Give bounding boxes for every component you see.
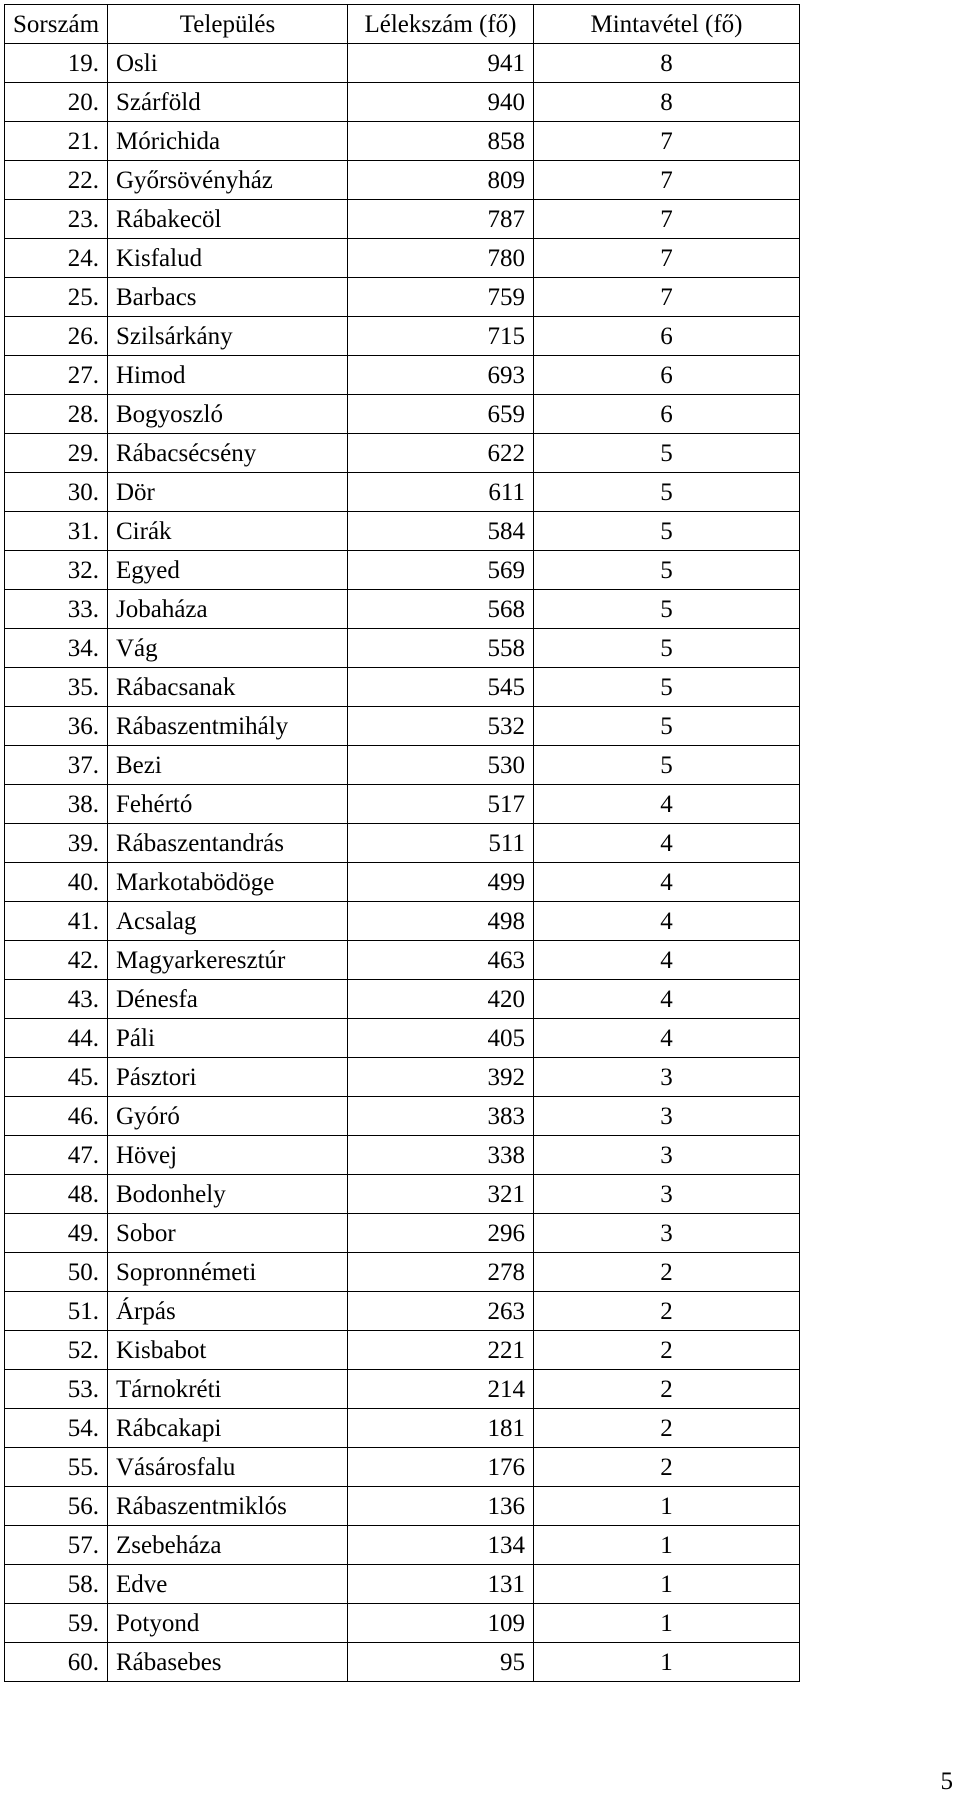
sample-value: 7 — [534, 278, 800, 317]
sample-value: 8 — [534, 83, 800, 122]
town-name: Rábacsanak — [108, 668, 348, 707]
row-number: 50. — [5, 1253, 108, 1292]
town-name: Himod — [108, 356, 348, 395]
population-value: 611 — [348, 473, 534, 512]
population-value: 545 — [348, 668, 534, 707]
population-value: 221 — [348, 1331, 534, 1370]
table-row — [5, 590, 800, 629]
table-row — [5, 1097, 800, 1136]
population-value: 392 — [348, 1058, 534, 1097]
row-number: 42. — [5, 941, 108, 980]
town-name: Rábaszentmihály — [108, 707, 348, 746]
table-row — [5, 1175, 800, 1214]
table-row — [5, 239, 800, 278]
row-number: 21. — [5, 122, 108, 161]
town-name: Zsebeháza — [108, 1526, 348, 1565]
sample-value: 5 — [534, 746, 800, 785]
header-row — [5, 5, 800, 44]
population-value: 530 — [348, 746, 534, 785]
population-value: 383 — [348, 1097, 534, 1136]
table-row — [5, 668, 800, 707]
town-name: Páli — [108, 1019, 348, 1058]
settlement-sample-table — [4, 4, 800, 1682]
row-number: 51. — [5, 1292, 108, 1331]
row-number: 47. — [5, 1136, 108, 1175]
table-row — [5, 707, 800, 746]
sample-value: 3 — [534, 1136, 800, 1175]
sample-value: 7 — [534, 239, 800, 278]
population-value: 131 — [348, 1565, 534, 1604]
table-row — [5, 1253, 800, 1292]
table-row — [5, 551, 800, 590]
row-number: 52. — [5, 1331, 108, 1370]
table-row — [5, 200, 800, 239]
town-name: Rábaszentmiklós — [108, 1487, 348, 1526]
table-row — [5, 629, 800, 668]
row-number: 20. — [5, 83, 108, 122]
sample-value: 4 — [534, 863, 800, 902]
sample-value: 3 — [534, 1097, 800, 1136]
population-value: 511 — [348, 824, 534, 863]
header-population: Lélekszám (fő) — [348, 5, 534, 44]
row-number: 31. — [5, 512, 108, 551]
table-row — [5, 941, 800, 980]
sample-value: 5 — [534, 629, 800, 668]
population-value: 622 — [348, 434, 534, 473]
table-row — [5, 785, 800, 824]
population-value: 558 — [348, 629, 534, 668]
row-number: 24. — [5, 239, 108, 278]
population-value: 780 — [348, 239, 534, 278]
table-row — [5, 1058, 800, 1097]
sample-value: 5 — [534, 434, 800, 473]
table-row — [5, 1448, 800, 1487]
row-number: 32. — [5, 551, 108, 590]
page-number: 5 — [940, 1768, 953, 1795]
population-value: 693 — [348, 356, 534, 395]
sample-value: 1 — [534, 1526, 800, 1565]
town-name: Jobaháza — [108, 590, 348, 629]
header-sample: Mintavétel (fő) — [534, 5, 800, 44]
row-number: 44. — [5, 1019, 108, 1058]
population-value: 759 — [348, 278, 534, 317]
population-value: 95 — [348, 1643, 534, 1682]
table-row — [5, 434, 800, 473]
row-number: 53. — [5, 1370, 108, 1409]
row-number: 38. — [5, 785, 108, 824]
sample-value: 2 — [534, 1370, 800, 1409]
sample-value: 7 — [534, 200, 800, 239]
population-value: 517 — [348, 785, 534, 824]
town-name: Rábakecöl — [108, 200, 348, 239]
population-value: 214 — [348, 1370, 534, 1409]
sample-value: 7 — [534, 161, 800, 200]
sample-value: 6 — [534, 356, 800, 395]
sample-value: 6 — [534, 317, 800, 356]
table-row — [5, 1487, 800, 1526]
town-name: Dénesfa — [108, 980, 348, 1019]
row-number: 60. — [5, 1643, 108, 1682]
sample-value: 5 — [534, 668, 800, 707]
sample-value: 5 — [534, 473, 800, 512]
population-value: 584 — [348, 512, 534, 551]
population-value: 498 — [348, 902, 534, 941]
table-row — [5, 1136, 800, 1175]
row-number: 30. — [5, 473, 108, 512]
sample-value: 4 — [534, 824, 800, 863]
table-row — [5, 1019, 800, 1058]
row-number: 28. — [5, 395, 108, 434]
sample-value: 8 — [534, 44, 800, 83]
town-name: Bodonhely — [108, 1175, 348, 1214]
row-number: 27. — [5, 356, 108, 395]
header-number: Sorszám — [5, 5, 108, 44]
table-header — [5, 5, 800, 44]
table-row — [5, 122, 800, 161]
table-row — [5, 1409, 800, 1448]
row-number: 41. — [5, 902, 108, 941]
row-number: 25. — [5, 278, 108, 317]
sample-value: 2 — [534, 1331, 800, 1370]
town-name: Osli — [108, 44, 348, 83]
town-name: Sopronnémeti — [108, 1253, 348, 1292]
town-name: Hövej — [108, 1136, 348, 1175]
population-value: 405 — [348, 1019, 534, 1058]
population-value: 109 — [348, 1604, 534, 1643]
row-number: 48. — [5, 1175, 108, 1214]
population-value: 715 — [348, 317, 534, 356]
sample-value: 3 — [534, 1175, 800, 1214]
table-row — [5, 278, 800, 317]
town-name: Szilsárkány — [108, 317, 348, 356]
table-row — [5, 1214, 800, 1253]
town-name: Vásárosfalu — [108, 1448, 348, 1487]
table-row — [5, 1292, 800, 1331]
table-row — [5, 1526, 800, 1565]
row-number: 22. — [5, 161, 108, 200]
row-number: 59. — [5, 1604, 108, 1643]
sample-value: 2 — [534, 1292, 800, 1331]
town-name: Árpás — [108, 1292, 348, 1331]
row-number: 35. — [5, 668, 108, 707]
population-value: 278 — [348, 1253, 534, 1292]
population-value: 941 — [348, 44, 534, 83]
population-value: 940 — [348, 83, 534, 122]
row-number: 54. — [5, 1409, 108, 1448]
town-name: Pásztori — [108, 1058, 348, 1097]
town-name: Tárnokréti — [108, 1370, 348, 1409]
sample-value: 1 — [534, 1643, 800, 1682]
sample-value: 3 — [534, 1214, 800, 1253]
town-name: Mórichida — [108, 122, 348, 161]
population-value: 787 — [348, 200, 534, 239]
sample-value: 1 — [534, 1565, 800, 1604]
population-value: 181 — [348, 1409, 534, 1448]
sample-value: 5 — [534, 707, 800, 746]
row-number: 29. — [5, 434, 108, 473]
row-number: 36. — [5, 707, 108, 746]
row-number: 58. — [5, 1565, 108, 1604]
population-value: 858 — [348, 122, 534, 161]
population-value: 420 — [348, 980, 534, 1019]
table-row — [5, 1370, 800, 1409]
population-value: 463 — [348, 941, 534, 980]
sample-value: 2 — [534, 1448, 800, 1487]
table-row — [5, 44, 800, 83]
table-row — [5, 902, 800, 941]
row-number: 55. — [5, 1448, 108, 1487]
sample-value: 5 — [534, 512, 800, 551]
population-value: 263 — [348, 1292, 534, 1331]
table-row — [5, 1643, 800, 1682]
sample-value: 5 — [534, 551, 800, 590]
population-value: 136 — [348, 1487, 534, 1526]
row-number: 46. — [5, 1097, 108, 1136]
row-number: 49. — [5, 1214, 108, 1253]
table-row — [5, 317, 800, 356]
row-number: 39. — [5, 824, 108, 863]
table-row — [5, 980, 800, 1019]
town-name: Edve — [108, 1565, 348, 1604]
table-row — [5, 83, 800, 122]
town-name: Kisbabot — [108, 1331, 348, 1370]
town-name: Fehértó — [108, 785, 348, 824]
sample-value: 2 — [534, 1409, 800, 1448]
row-number: 23. — [5, 200, 108, 239]
table-row — [5, 395, 800, 434]
sample-value: 3 — [534, 1058, 800, 1097]
table-row — [5, 356, 800, 395]
population-value: 568 — [348, 590, 534, 629]
row-number: 34. — [5, 629, 108, 668]
population-value: 321 — [348, 1175, 534, 1214]
row-number: 57. — [5, 1526, 108, 1565]
table-row — [5, 161, 800, 200]
town-name: Bogyoszló — [108, 395, 348, 434]
sample-value: 4 — [534, 980, 800, 1019]
town-name: Rábasebes — [108, 1643, 348, 1682]
row-number: 33. — [5, 590, 108, 629]
town-name: Acsalag — [108, 902, 348, 941]
population-value: 499 — [348, 863, 534, 902]
town-name: Potyond — [108, 1604, 348, 1643]
town-name: Dör — [108, 473, 348, 512]
sample-value: 5 — [534, 590, 800, 629]
sample-value: 6 — [534, 395, 800, 434]
row-number: 43. — [5, 980, 108, 1019]
row-number: 56. — [5, 1487, 108, 1526]
sample-value: 4 — [534, 785, 800, 824]
population-value: 569 — [348, 551, 534, 590]
town-name: Markotabödöge — [108, 863, 348, 902]
table-row — [5, 1565, 800, 1604]
sample-value: 4 — [534, 941, 800, 980]
sample-value: 2 — [534, 1253, 800, 1292]
population-value: 659 — [348, 395, 534, 434]
town-name: Győrsövényház — [108, 161, 348, 200]
town-name: Magyarkeresztúr — [108, 941, 348, 980]
population-value: 296 — [348, 1214, 534, 1253]
sample-value: 1 — [534, 1487, 800, 1526]
table-row — [5, 863, 800, 902]
row-number: 40. — [5, 863, 108, 902]
town-name: Bezi — [108, 746, 348, 785]
table-row — [5, 1604, 800, 1643]
town-name: Barbacs — [108, 278, 348, 317]
population-value: 338 — [348, 1136, 534, 1175]
town-name: Szárföld — [108, 83, 348, 122]
sample-value: 4 — [534, 902, 800, 941]
town-name: Vág — [108, 629, 348, 668]
sample-value: 7 — [534, 122, 800, 161]
row-number: 19. — [5, 44, 108, 83]
row-number: 45. — [5, 1058, 108, 1097]
town-name: Kisfalud — [108, 239, 348, 278]
population-value: 176 — [348, 1448, 534, 1487]
sample-value: 1 — [534, 1604, 800, 1643]
town-name: Gyóró — [108, 1097, 348, 1136]
row-number: 26. — [5, 317, 108, 356]
town-name: Rábaszentandrás — [108, 824, 348, 863]
population-value: 532 — [348, 707, 534, 746]
table-row — [5, 746, 800, 785]
population-value: 134 — [348, 1526, 534, 1565]
row-number: 37. — [5, 746, 108, 785]
town-name: Cirák — [108, 512, 348, 551]
table-row — [5, 1331, 800, 1370]
town-name: Rábacsécsény — [108, 434, 348, 473]
table-row — [5, 824, 800, 863]
table-body — [5, 44, 800, 1682]
table-row — [5, 473, 800, 512]
town-name: Sobor — [108, 1214, 348, 1253]
town-name: Egyed — [108, 551, 348, 590]
sample-value: 4 — [534, 1019, 800, 1058]
population-value: 809 — [348, 161, 534, 200]
table-row — [5, 512, 800, 551]
town-name: Rábcakapi — [108, 1409, 348, 1448]
header-town: Település — [108, 5, 348, 44]
